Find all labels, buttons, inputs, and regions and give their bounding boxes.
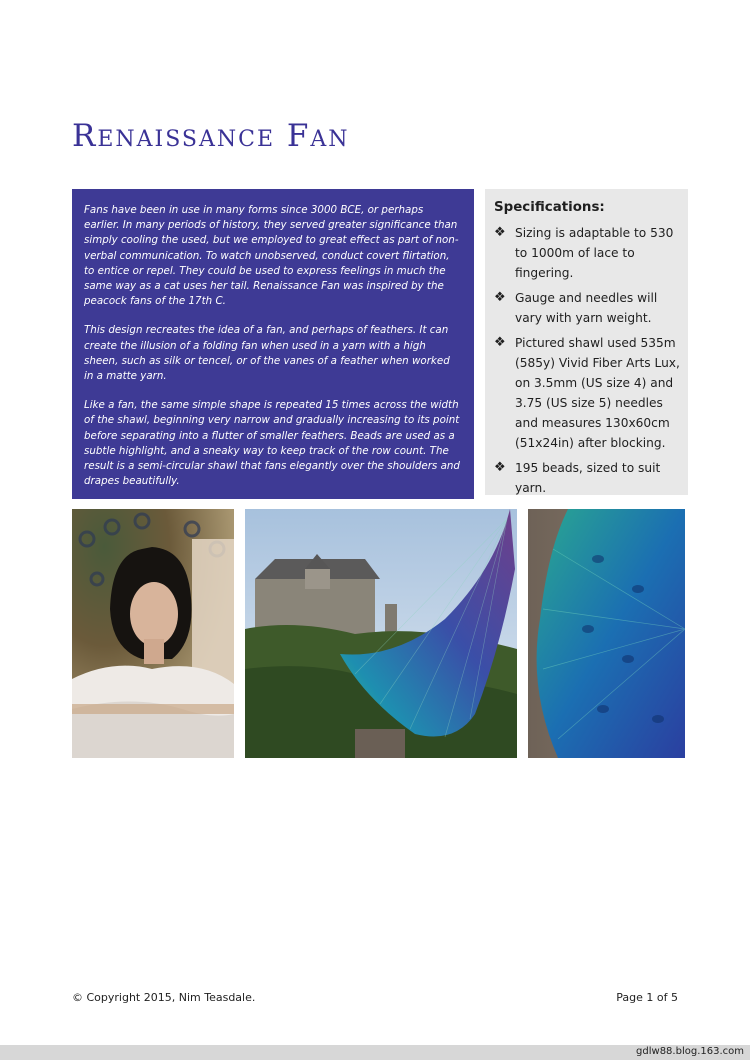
spec-item [494, 333, 681, 453]
diamond-bullet-icon: ❖ [494, 335, 506, 350]
specifications-heading: Specifications: [494, 200, 605, 215]
spec-item [494, 223, 681, 283]
diamond-bullet-icon: ❖ [494, 460, 506, 475]
intro-paragraph-1: Fans have been in use in many forms since 3000 BCE, or perhaps earlier. In many periods of history, they served greater significance than simply cooling the used, but we employed to great effect as part of non-verbal communication. To watch unobserved, conduct covert flirtation, to entice or repel. They could be used to express feelings in much the same way as a cat uses her tail. Renaissance Fan was inspired by the peacock fans of the 17th C. [84, 204, 459, 308]
shawl-castle-photo [245, 509, 517, 758]
specifications-list [494, 223, 681, 498]
spec-item [494, 458, 681, 498]
diamond-bullet-icon: ❖ [494, 290, 506, 305]
spec-item-text: Gauge and needles will vary with yarn weight. [515, 291, 658, 325]
intro-box [72, 189, 474, 499]
document-title: Renaissance Fan [72, 118, 350, 154]
watermark-text: gdlw88.blog.163.com [636, 1046, 744, 1057]
shawl-closeup-photo [528, 509, 685, 758]
spec-item-text: Sizing is adaptable to 530 to 1000m of lace to fingering. [515, 226, 674, 280]
spec-item-text: Pictured shawl used 535m (585y) Vivid Fiber Arts Lux, on 3.5mm (US size 4) and 3.75 (US size 5) needles and measures 130x60cm (51x24in) after blocking. [515, 336, 680, 450]
specifications-box [485, 189, 688, 495]
portrait-painting-image [72, 509, 234, 758]
spec-item [494, 288, 681, 328]
diamond-bullet-icon: ❖ [494, 225, 506, 240]
footer-copyright: © Copyright 2015, Nim Teasdale. [72, 991, 256, 1004]
spec-item-text: 195 beads, sized to suit yarn. [515, 461, 661, 495]
watermark-bar [0, 1045, 750, 1060]
footer-page-number: Page 1 of 5 [616, 991, 678, 1004]
intro-paragraph-2: This design recreates the idea of a fan, and perhaps of feathers. It can create the illusion of a folding fan when used in a yarn with a high sheen, such as silk or tencel, or of the vanes of a feather when worked in a matte yarn. [84, 324, 450, 383]
intro-paragraph-3: Like a fan, the same simple shape is repeated 15 times across the width of the shawl, beginning very narrow and gradually increasing to its point before separating into a flutter of smaller feathers. Beads are used as a subtle highlight, and a sneaky way to keep track of the row count. The result is a semi-circular shawl that fans elegantly over the shoulders and drapes beautifully. [84, 399, 460, 488]
